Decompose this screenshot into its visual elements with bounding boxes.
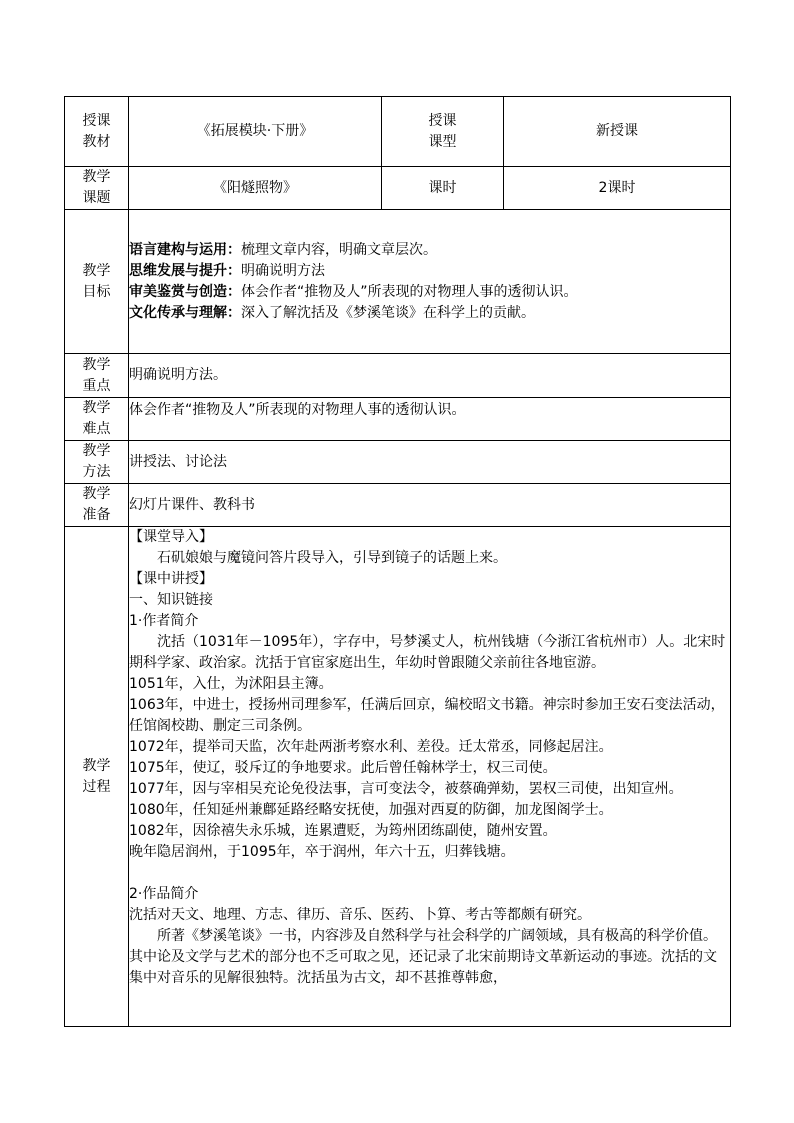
prep-value: 幻灯片课件、教科书 [129, 484, 731, 527]
goal-item: 审美鉴赏与创造：体会作者“推物及人”所表现的对物理人事的透彻认识。 [129, 283, 578, 300]
label-difficulty: 教学 难点 [65, 398, 129, 441]
process-line: 沈括对天文、地理、方志、律历、音乐、医药、卜算、考古等都颇有研究。 [129, 907, 591, 923]
topic-value: 《阳燧照物》 [129, 167, 382, 210]
goal-item: 语言建构与运用：梳理文章内容，明确文章层次。 [129, 241, 437, 258]
process-line: 2·作品简介 [129, 886, 199, 902]
process-line: 石矶娘娘与魔镜问答片段导入，引导到镜子的话题上来。 [157, 550, 507, 566]
label-key-point: 教学 重点 [65, 354, 129, 398]
process-line: 1075年，使辽，驳斥辽的争地要求。此后曾任翰林学士，权三司使。 [129, 760, 557, 776]
process-line: 1063年，中进士，授扬州司理参军，任满后回京，编校昭文书籍。神宗时参加王安石变法活动，任馆阁校勘、删定三司条例。 [129, 697, 725, 734]
row-material [65, 97, 731, 167]
row-goals [65, 210, 731, 354]
row-key-point [65, 354, 731, 398]
material-value: 《拓展模块·下册》 [129, 97, 382, 167]
label-material: 授课 教材 [65, 97, 129, 167]
process-line: 晚年隐居润州，于1095年，卒于润州，年六十五，归葬钱塘。 [129, 844, 515, 860]
process-line: 一、知识链接 [129, 592, 213, 608]
process-line: 所著《梦溪笔谈》一书，内容涉及自然科学与社会科学的广阔领域，具有极高的科学价值。其中论及文学与艺术的部分也不乏可取之见，还记录了北宋前期诗文革新运动的事迹。沈括的文集中对音乐的见解很独特。沈括虽为古文，却不甚推尊韩愈， [129, 928, 717, 986]
label-prep: 教学 准备 [65, 484, 129, 527]
process-line: 【课中讲授】 [129, 571, 213, 587]
key-point-value: 明确说明方法。 [129, 354, 731, 398]
label-method: 教学 方法 [65, 441, 129, 484]
label-course-type: 授课 课型 [382, 97, 504, 167]
process-content [129, 527, 731, 1027]
hours-value: 2课时 [504, 167, 731, 210]
row-prep [65, 484, 731, 527]
process-line: 1051年，入仕，为沭阳县主簿。 [129, 676, 333, 692]
goals-content [129, 210, 731, 354]
label-goals: 教学 目标 [65, 210, 129, 354]
process-line: 1080年，任知延州兼鄜延路经略安抚使，加强对西夏的防御，加龙图阁学士。 [129, 802, 613, 818]
row-process [65, 527, 731, 1027]
difficulty-value: 体会作者“推物及人”所表现的对物理人事的透彻认识。 [129, 398, 731, 441]
label-process: 教学 过程 [65, 527, 129, 1027]
process-line: 1082年，因徐禧失永乐城，连累遭贬，为筠州团练副使，随州安置。 [129, 823, 557, 839]
row-difficulty [65, 398, 731, 441]
process-line [129, 863, 726, 884]
process-line: 1·作者简介 [129, 613, 199, 629]
course-type-value: 新授课 [504, 97, 731, 167]
goal-item: 思维发展与提升：明确说明方法 [129, 262, 325, 279]
process-line: 【课堂导入】 [129, 529, 213, 545]
row-method [65, 441, 731, 484]
process-line: 1072年，提举司天监，次年赴两浙考察水利、差役。迁太常丞，同修起居注。 [129, 739, 613, 755]
label-hours: 课时 [382, 167, 504, 210]
method-value: 讲授法、讨论法 [129, 441, 731, 484]
lesson-plan-table [64, 96, 731, 1027]
process-line: 沈括（1031年－1095年），字存中，号梦溪丈人，杭州钱塘（今浙江省杭州市）人。北宋时期科学家、政治家。沈括于官宦家庭出生，年幼时曾跟随父亲前往各地宦游。 [129, 634, 726, 671]
process-line: 1077年，因与宰相吴充论免役法事，言可变法令，被蔡确弹劾，罢权三司使，出知宣州。 [129, 781, 683, 797]
row-topic [65, 167, 731, 210]
goal-item: 文化传承与理解：深入了解沈括及《梦溪笔谈》在科学上的贡献。 [129, 304, 535, 321]
label-topic: 教学 课题 [65, 167, 129, 210]
